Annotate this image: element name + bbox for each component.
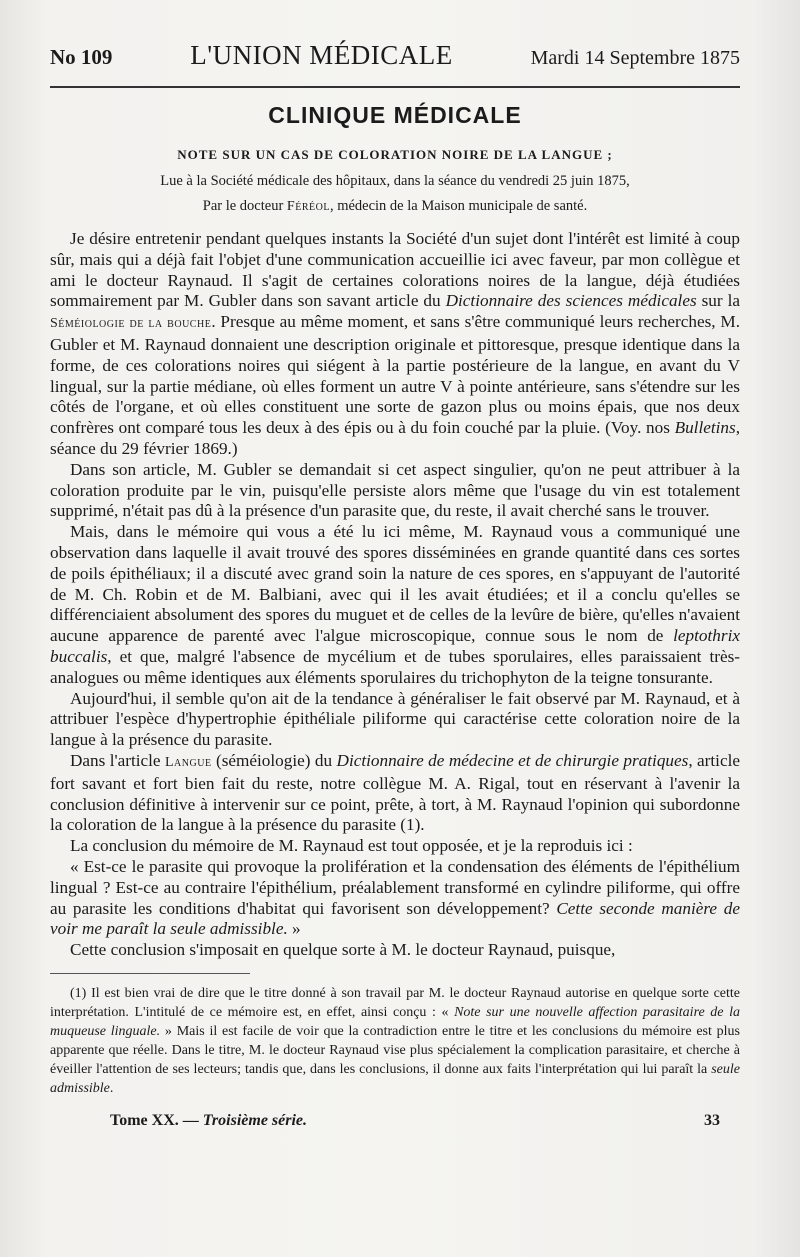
paragraph-5: Dans l'article Langue (séméiologie) du Dictionnaire de médecine et de chirurgie pratiques, article fort savant et fort bien fait du reste, notre collègue M. A. Rigal, tout en réservant à l'avenir la conclusion définitive à intervenir sur ce point, prête, à tort, à M. Raynaud l'opinion qui subordonne la coloration de la langue à la présence du parasite (1).: [50, 750, 740, 835]
paragraph-8: Cette conclusion s'imposait en quelque sorte à M. le docteur Raynaud, puisque,: [70, 940, 616, 960]
paragraph-1: Je désire entretenir pendant quelques instants la Société d'un sujet dont l'intérêt est limité à coup sûr, mais qui a déjà fait l'objet d'une communication accueillie ici avec faveur, par mon collègue et ami le docteur Raynaud. Il s'agit de certaines colorations noires de la langue, déjà étudiées sommairement par M. Gubler dans son savant article du Dictionnaire des sciences médicales sur la Séméiologie de la bouche. Presque au même moment, et sans s'être communiqué leurs recherches, M. Gubler et M. Raynaud donnaient une description originale et pittoresque, presque identique dans la forme, de ces colorations noires qui siégent à la partie postérieure de la langue, en avant du V lingual, sur la partie médiane, où elles forment un autre V à pointe antérieure, sans s'étendre sur les côtés de l'organe, et où elles constituent une sorte de gazon plus ou moins épais, que nos deux confrères ont comparé tous les deux à des épis ou à du foin couché par la pluie. (Voy. nos Bulletins, séance du 29 février 1869.): [50, 229, 741, 458]
article-author: [50, 198, 740, 215]
footnote: (1) Il est bien vrai de dire que le titre donné à son travail par M. le docteur Raynaud autorise en quelque sorte cette interprétation. L'intitulé de ce mémoire est, en effet, ainsi conçu : « Note sur une nouvelle affection parasitaire de la muqueuse linguale. » Mais il est facile de voir que la contradiction entre le titre et les conclusions du mémoire est plus apparente que réelle. Dans le titre, M. le docteur Raynaud vise plus spécialement la complication parasitaire, et cherche à éveiller l'attention de ses lecteurs; tandis que, dans les conclusions, il donne aux faits l'interprétation qui lui paraît la seule admissible.: [50, 985, 740, 1096]
running-head: [50, 40, 740, 78]
issue-date: Mardi 14 Septembre 1875: [530, 47, 740, 69]
article-read-at: Lue à la Société médicale des hôpitaux, dans la séance du vendredi 25 juin 1875,: [160, 173, 630, 189]
footnote-rule: [50, 973, 250, 974]
paragraph-quote: « Est-ce le parasite qui provoque la prolifération et la condensation des éléments de l'épithélium lingual ? Est-ce au contraire l'épithélium, préalablement transformé en cylindre piliforme, qui offre au parasite les conditions d'habitat qui favorisent son développement? Cette seconde manière de voir me paraît la seule admissible. »: [50, 856, 740, 939]
author-prefix: Par le docteur: [202, 198, 287, 214]
journal-title: L'UNION MÉDICALE: [190, 40, 453, 70]
paragraph-4: Aujourd'hui, il semble qu'on ait de la tendance à généraliser le fait observé par M. Raynaud, et à attribuer l'espèce d'hypertrophie épithéliale piliforme qui caractérise cette coloration noire de la langue à la présence du parasite.: [50, 688, 740, 750]
page-footer: [50, 1112, 740, 1130]
article-body: [50, 229, 740, 961]
section-title: CLINIQUE MÉDICALE: [268, 102, 522, 128]
page-number: 33: [704, 1111, 720, 1129]
author-suffix: , médecin de la Maison municipale de santé.: [329, 198, 588, 214]
issue-number: No 109: [50, 45, 113, 69]
volume-series: Tome XX. — Troisième série.: [110, 1111, 308, 1129]
paragraph-3: Mais, dans le mémoire qui vous a été lu ici même, M. Raynaud vous a communiqué une observation dans laquelle il avait trouvé des spores disséminées en grande quantité dans ces sortes de poils épithéliaux; il a discuté avec grand soin la nature de ces spores, en s'appuyant de l'autorité de M. Ch. Robin et de M. Balbiani, avec qui il les avait étudiées; et il a conclu qu'elles se différenciaient absolument des spores du muguet et de celles de la levûre de bière, qu'elles n'avaient aucune apparence de parenté avec l'algue microscopique, connue sous le nom de leptothrix buccalis, et que, malgré l'absence de mycélium et de tubes sporulaires, elles paraissaient très-analogues ou même identiques aux éléments sporulaires du trichophyton de la teigne tonsurante.: [50, 522, 740, 687]
header-rule: [50, 86, 740, 88]
article-title: NOTE SUR UN CAS DE COLORATION NOIRE DE LA LANGUE ;: [177, 147, 613, 162]
author-name: Féréol: [286, 199, 330, 214]
paragraph-2: Dans son article, M. Gubler se demandait si cet aspect singulier, qu'on ne peut attribuer à la coloration produite par le vin, puisqu'elle persiste alors même que l'usage du vin est totalement supprimé, n'était pas dû à la présence d'un parasite que, du reste, il avait cherché sans le trouver.: [50, 459, 740, 521]
paragraph-6: La conclusion du mémoire de M. Raynaud est tout opposée, et je la reproduis ici :: [70, 836, 633, 856]
